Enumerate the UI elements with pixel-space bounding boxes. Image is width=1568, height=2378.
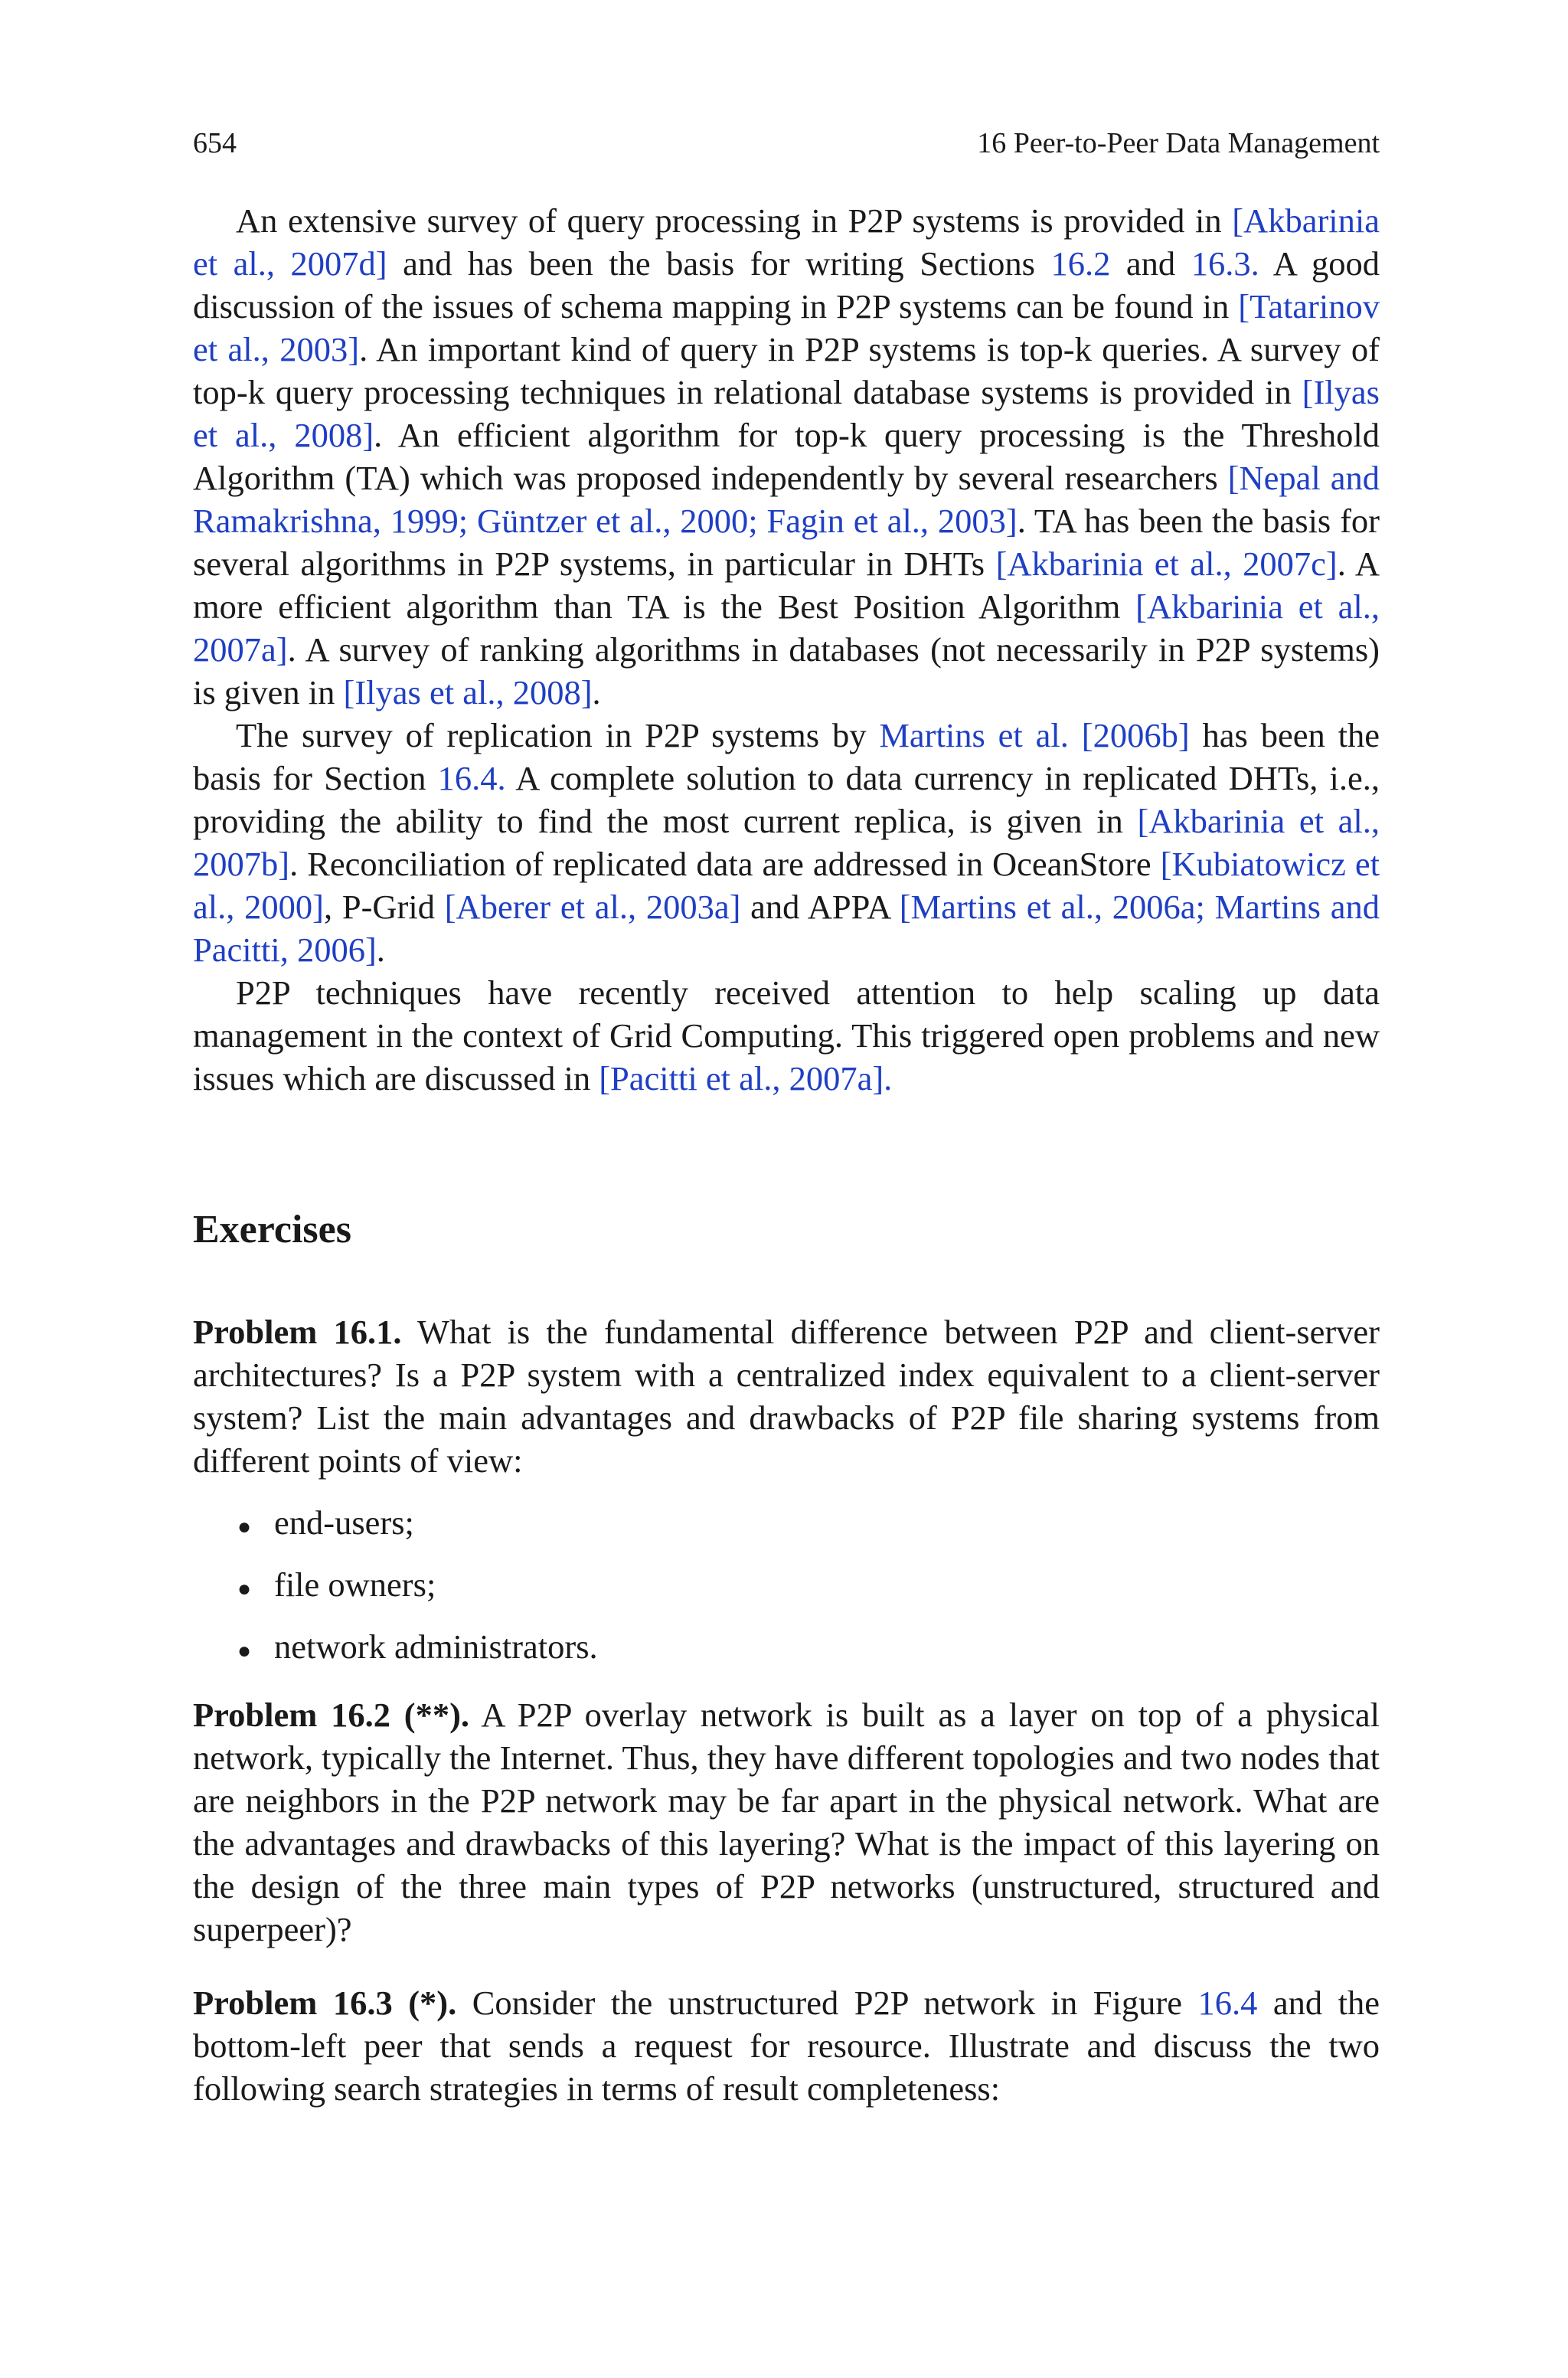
problem-text <box>193 1310 1380 1482</box>
problem-body: What is the fundamental difference between P2P and client-server architectures? Is a P2P system with a centralized index equivalent to a client-server system? List the main advantages and drawbacks of P2P file sharing systems from different points of view: <box>193 1313 1380 1480</box>
text: . An important kind of query in P2P systems is top-k queries. A survey of top-k query processing techniques in relational database systems is provided in <box>193 330 1380 411</box>
problem-16-1 <box>193 1310 1380 1687</box>
section-ref-link[interactable]: 16.4. <box>437 759 506 797</box>
citation-link[interactable]: [Tatarinov et al., 2003] <box>193 287 1380 368</box>
list-item-text: network administrators. <box>274 1627 598 1666</box>
text: , P-Grid <box>323 888 445 926</box>
citation-link[interactable]: [Akbarinia et al., 2007a] <box>193 587 1380 669</box>
citation-link[interactable]: [Aberer et al., 2003a] <box>444 888 741 926</box>
citation-link[interactable]: [Nepal and Ramakrishna, 1999; Güntzer et al., 2000; Fagin et al., 2003] <box>193 459 1380 540</box>
text: . <box>376 931 385 969</box>
citation-link[interactable]: [Ilyas et al., 2008] <box>193 373 1380 454</box>
citation-link[interactable]: [Martins et al., 2006a; Martins and Pacitti, 2006] <box>193 888 1380 969</box>
text: A complete solution to data currency in replicated DHTs, i.e., providing the ability to find the most current replica, is given in <box>193 759 1380 840</box>
citation-link[interactable]: [Akbarinia et al., 2007b] <box>193 802 1380 883</box>
problem-body: and the bottom-left peer that sends a request for resource. Illustrate and discuss the two following search strategies in terms of result completeness: <box>193 1984 1380 2108</box>
bullet-icon: ● <box>237 1514 252 1539</box>
text: has been the basis for Section <box>193 716 1380 797</box>
text: The survey of replication in P2P systems by <box>236 716 880 754</box>
text: P2P techniques have recently received attention to help scaling up data management in the context of Grid Computing. This triggered open problems and new issues which are discussed in <box>193 973 1380 1097</box>
citation-link[interactable]: [Pacitti et al., 2007a]. <box>599 1059 893 1097</box>
citation-link[interactable]: Martins et al. [2006b] <box>879 716 1190 754</box>
problem-16-3 <box>193 1981 1380 2110</box>
section-ref-link[interactable]: 16.3. <box>1191 244 1259 283</box>
list-item <box>193 1625 1380 1673</box>
text: and APPA <box>740 888 900 926</box>
citation-link[interactable]: [Akbarinia et al., 2007c] <box>995 545 1338 583</box>
paragraph-query-processing <box>193 199 1380 714</box>
paragraph-grid-computing <box>193 971 1380 1100</box>
text: and <box>1110 244 1191 283</box>
problem-body: Consider the unstructured P2P network in Figure <box>456 1984 1198 2022</box>
bibliographic-notes <box>193 199 1380 1100</box>
figure-ref-link[interactable]: 16.4 <box>1197 1984 1258 2022</box>
text: A good discussion of the issues of schema mapping in P2P systems can be found in <box>193 244 1380 325</box>
section-ref-link[interactable]: 16.2 <box>1050 244 1111 283</box>
text: . A survey of ranking algorithms in databases (not necessarily in P2P systems) is given in <box>193 630 1380 711</box>
page-number: 654 <box>193 127 237 159</box>
problem-label: Problem 16.1. <box>193 1313 402 1351</box>
text: and has been the basis for writing Sections <box>387 244 1051 283</box>
text: . A more efficient algorithm than TA is the Best Position Algorithm <box>193 545 1380 626</box>
problem-text <box>193 1693 1380 1951</box>
list-item <box>193 1501 1380 1549</box>
bullet-icon: ● <box>237 1576 252 1601</box>
text: . An efficient algorithm for top-k query processing is the Threshold Algorithm (TA) which was proposed independently by several researchers <box>193 416 1380 497</box>
problem-text <box>193 1981 1380 2110</box>
list-item <box>193 1563 1380 1611</box>
list-item-text: file owners; <box>274 1565 436 1604</box>
running-head <box>193 124 1380 162</box>
list-item-text: end-users; <box>274 1503 414 1542</box>
text: An extensive survey of query processing in P2P systems is provided in <box>236 201 1233 240</box>
problem-label: Problem 16.3 (*). <box>193 1984 457 2022</box>
bullet-list <box>193 1501 1380 1673</box>
paragraph-replication <box>193 714 1380 971</box>
citation-link[interactable]: [Akbarinia et al., 2007d] <box>193 201 1380 283</box>
chapter-title: 16 Peer-to-Peer Data Management <box>977 127 1380 159</box>
text: . <box>592 673 601 711</box>
text: . Reconciliation of replicated data are addressed in OceanStore <box>289 845 1161 883</box>
bullet-icon: ● <box>237 1638 252 1663</box>
exercises-heading: Exercises <box>193 1208 351 1251</box>
citation-link[interactable]: [Ilyas et al., 2008] <box>343 673 593 711</box>
problem-body: A P2P overlay network is built as a layer on top of a physical network, typically the Internet. Thus, they have different topologies and two nodes that are neighbors in the P2P network may be far apart in the physical network. What are the advantages and drawbacks of this layering? What is the impact of this layering on the design of the three main types of P2P networks (unstructured, structured and superpeer)? <box>193 1696 1380 1948</box>
problem-label: Problem 16.2 (**). <box>193 1696 470 1734</box>
problem-16-2 <box>193 1693 1380 1951</box>
text: . TA has been the basis for several algorithms in P2P systems, in particular in DHTs <box>193 502 1380 583</box>
citation-link[interactable]: [Kubiatowicz et al., 2000] <box>193 845 1380 926</box>
